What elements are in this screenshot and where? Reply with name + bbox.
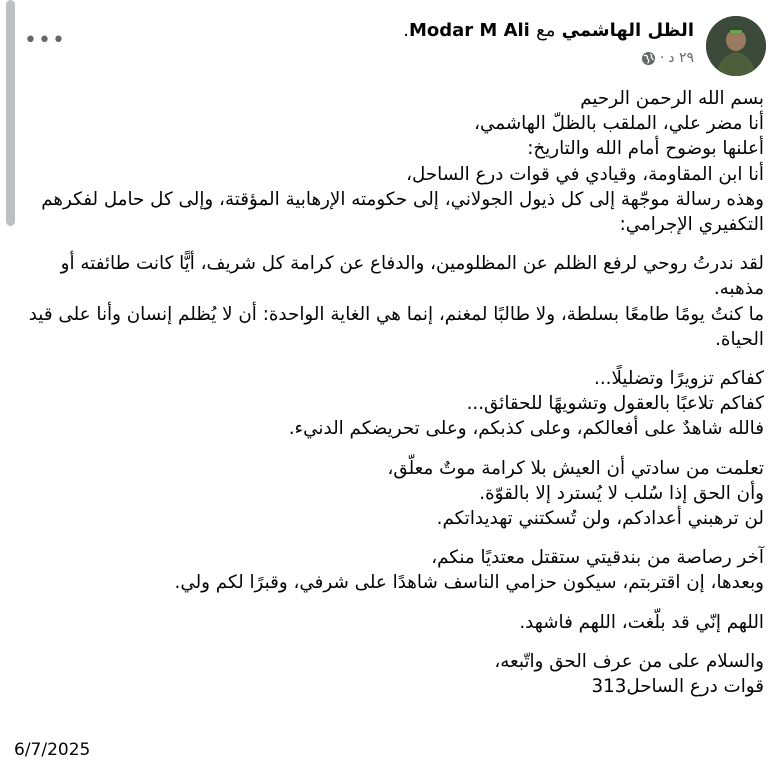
post-paragraph: [20, 610, 764, 635]
more-options-button[interactable]: •••: [24, 27, 66, 53]
tagged-name[interactable]: Modar M Ali: [408, 20, 530, 41]
post-line: كفاكم تلاعبًا بالعقول وتشويهًا للحقائق...: [466, 393, 764, 415]
post-date: 6/7/2025: [14, 740, 91, 760]
post-line: أعلنها بوضوح أمام الله والتاريخ:: [527, 138, 764, 160]
post-line: أنا ابن المقاومة، وقيادي في قوات درع الساحل،: [406, 163, 764, 185]
post-line: كفاكم تزويرًا وتضليلًا...: [594, 368, 764, 390]
post-meta: [641, 50, 694, 66]
post-line: أنا مضر علي، الملقب بالظلّ الهاشمي،: [474, 113, 764, 135]
scrollbar[interactable]: [6, 0, 15, 226]
post-line: فالله شاهدٌ على أفعالكم، وعلى كذبكم، وعلى تحريضكم الدنيء.: [288, 418, 764, 440]
globe-icon: [641, 51, 656, 66]
post-line: قوات درع الساحل313: [591, 676, 764, 698]
post-line: آخر رصاصة من بندقيتي ستقتل معتديًا منكم،: [431, 547, 764, 569]
post-paragraph: [20, 545, 764, 595]
avatar[interactable]: [706, 16, 766, 76]
post-line: وأن الحق إذا سُلب لا يُسترد إلا بالقوّة.: [479, 482, 764, 504]
author-line: الظل الهاشمي مع Modar M Ali.: [403, 20, 694, 41]
post-line: اللهم إنّي قد بلّغت، اللهم فاشهد.: [519, 611, 764, 633]
post-time[interactable]: ٢٩ د: [668, 50, 694, 66]
author-name[interactable]: الظل الهاشمي: [561, 20, 694, 41]
avatar-image: [706, 16, 766, 76]
meta-separator: ·: [659, 50, 665, 66]
post-line: لقد ندرتُ روحي لرفع الظلم عن المظلومين، والدفاع عن كرامة كل شريف، أيًّا كانت طائفته أو مذهبه.: [60, 253, 764, 300]
post-line: تعلمت من سادتي أن العيش بلا كرامة موتٌ معلّق،: [387, 457, 764, 479]
post-line: بسم الله الرحمن الرحيم: [580, 88, 764, 109]
post-paragraph: [20, 649, 764, 699]
post-paragraph: [20, 456, 764, 532]
with-word: مع: [536, 20, 556, 41]
post-line: لن ترهبني أعدادكم، ولن تُسكتني تهديداتكم.: [436, 508, 764, 530]
post-header: [336, 16, 766, 76]
post-paragraph: [20, 251, 764, 352]
post-line: والسلام على من عرف الحق واتّبعه،: [494, 650, 764, 672]
post-line: وهذه رسالة موجّهة إلى كل ذيول الجولاني، إلى حكومته الإرهابية المؤقتة، وإلى كل حامل لفكرهم التكفيري الإجرامي:: [41, 188, 764, 236]
post-body: [20, 86, 764, 713]
post-line: وبعدها، إن اقتربتم، سيكون حزامي الناسف شاهدًا على شرفي، وقبرًا لكم ولي.: [174, 572, 764, 594]
post-paragraph: [20, 86, 764, 237]
post-line: ما كنتُ يومًا طامعًا بسلطة، ولا طالبًا لمغنم، إنما هي الغاية الواحدة: أن لا يُظلم إنسان وأنا على قيد الحياة.: [28, 303, 764, 350]
post-paragraph: [20, 366, 764, 442]
